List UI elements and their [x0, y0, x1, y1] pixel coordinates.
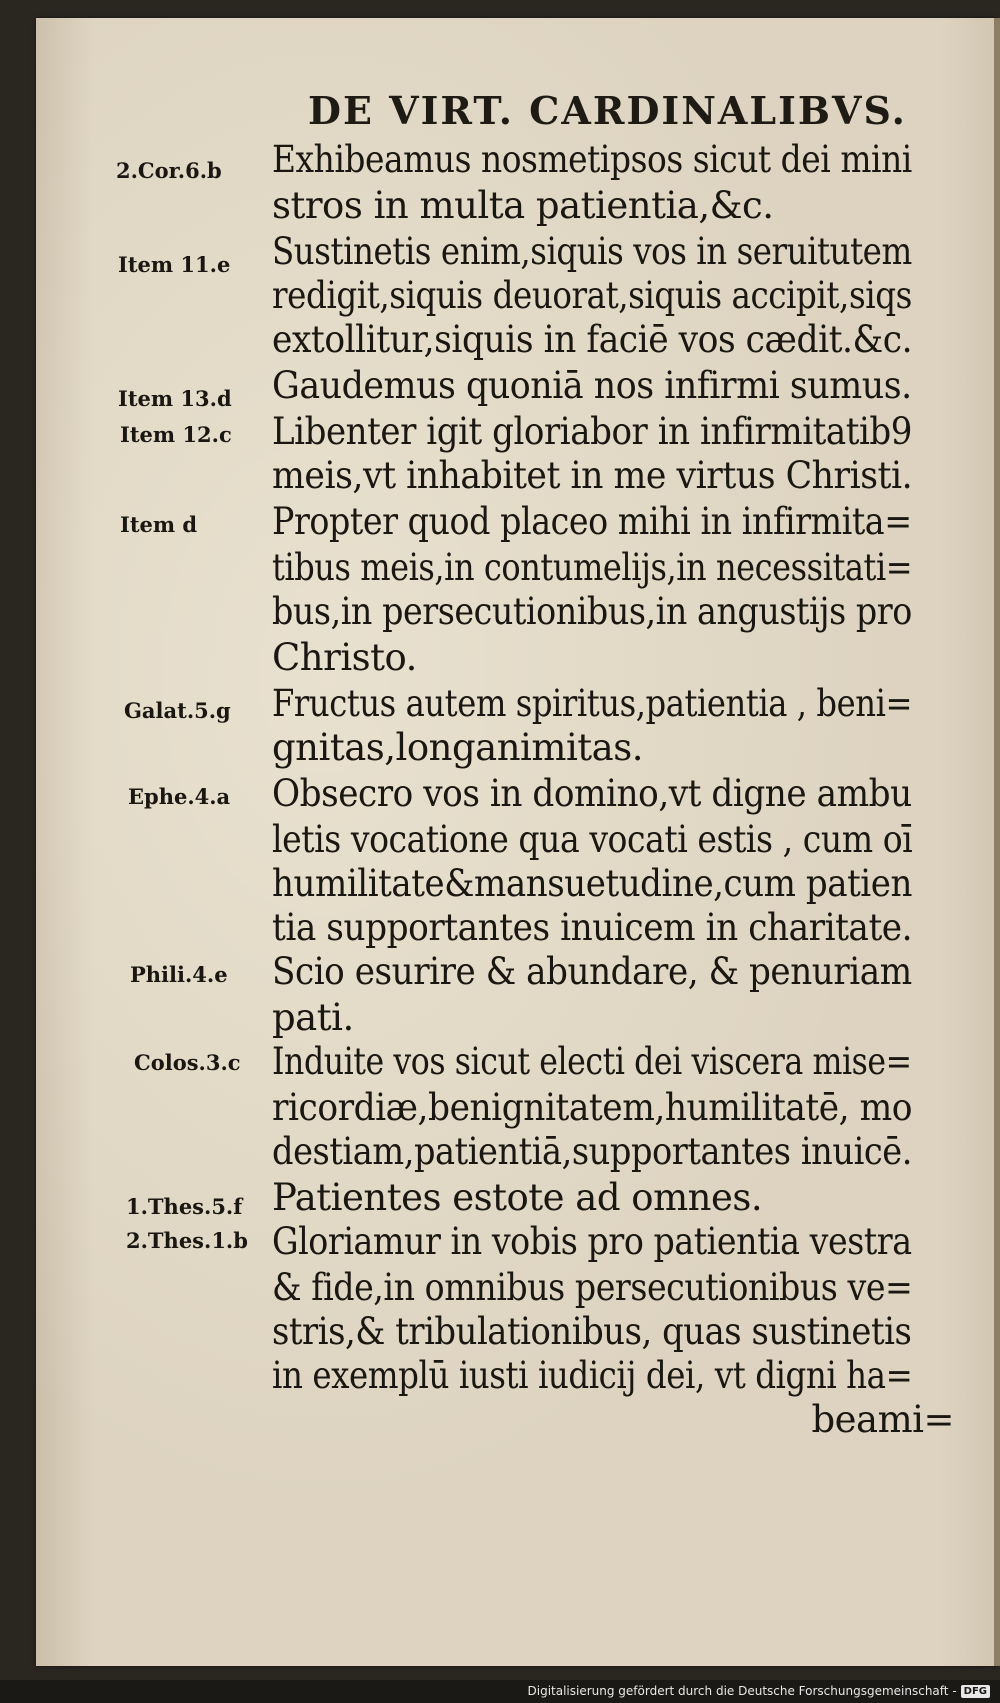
text-line: extollitur,siquis in faciē vos cædit.&c. [272, 318, 913, 361]
text-line: bus,in persecutionibus,in angustijs pro [272, 590, 912, 633]
margin-note: 2.Cor.6.b [116, 158, 222, 183]
text-line: Gloriamur in vobis pro patientia vestra [272, 1220, 912, 1263]
text-line: gnitas,longanimitas. [272, 726, 643, 769]
text-line: redigit,siquis deuorat,siquis accipit,siqs [272, 274, 912, 317]
text-line: stros in multa patientia,&c. [272, 184, 774, 227]
text-line: & fide,in omnibus persecutionibus ve= [272, 1266, 913, 1309]
margin-note: 2.Thes.1.b [126, 1228, 248, 1253]
text-line: Obsecro vos in domino,vt digne ambu [272, 772, 912, 815]
margin-note: Ephe.4.a [128, 784, 231, 809]
text-line: tia supportantes inuicem in charitate. [272, 906, 913, 949]
margin-note: Item 11.e [118, 252, 231, 277]
digitization-credit [528, 1681, 991, 1701]
text-line: Libenter igit gloriabor in infirmitatib9 [272, 410, 912, 453]
text-line: letis vocatione qua vocati estis , cum oī [272, 818, 913, 861]
text-line: meis,vt inhabitet in me virtus Christi. [272, 454, 913, 497]
margin-note: Phili.4.e [130, 962, 228, 987]
text-line: ricordiæ,benignitatem,humilitatē, mo [272, 1086, 913, 1129]
running-header: DE VIRT. CARDINALIBVS. [308, 88, 907, 133]
text-line: Gaudemus quoniā nos infirmi sumus. [272, 364, 912, 407]
text-line: pati. [272, 996, 354, 1039]
text-line: destiam,patientiā,supportantes inuicē. [272, 1130, 912, 1173]
text-line: humilitate&mansuetudine,cum patien [272, 862, 912, 905]
margin-note: Galat.5.g [124, 698, 231, 723]
text-line: Fructus autem spiritus,patientia , beni= [272, 682, 913, 725]
margin-note: Item 13.d [118, 386, 232, 411]
text-line: Exhibeamus nosmetipsos sicut dei mini [272, 138, 912, 181]
text-line: stris,& tribulationibus, quas sustinetis [272, 1310, 912, 1353]
text-line: tibus meis,in contumelijs,in necessitati= [272, 546, 913, 589]
credit-text: Digitalisierung gefördert durch die Deutsche Forschungsgemeinschaft - [527, 1684, 957, 1698]
margin-note: Item d [120, 512, 198, 537]
catchword: beami= [811, 1398, 954, 1441]
text-line: Christo. [272, 636, 417, 679]
dfg-logo-icon: DFG [961, 1685, 990, 1698]
margin-note: Colos.3.c [134, 1050, 241, 1075]
text-line: Sustinetis enim,siquis vos in seruitutem [272, 230, 912, 273]
page-edge [994, 18, 1000, 1666]
text-line: Propter quod placeo mihi in infirmita= [272, 500, 912, 543]
text-line: in exemplū iusti iudicij dei, vt digni ha= [272, 1354, 913, 1397]
text-line: Induite vos sicut electi dei viscera mise= [272, 1040, 912, 1083]
margin-note: Item 12.c [120, 422, 232, 447]
margin-note: 1.Thes.5.f [126, 1194, 243, 1219]
text-line: Scio esurire & abundare, & penuriam [272, 950, 912, 993]
text-line: Patientes estote ad omnes. [272, 1176, 763, 1219]
